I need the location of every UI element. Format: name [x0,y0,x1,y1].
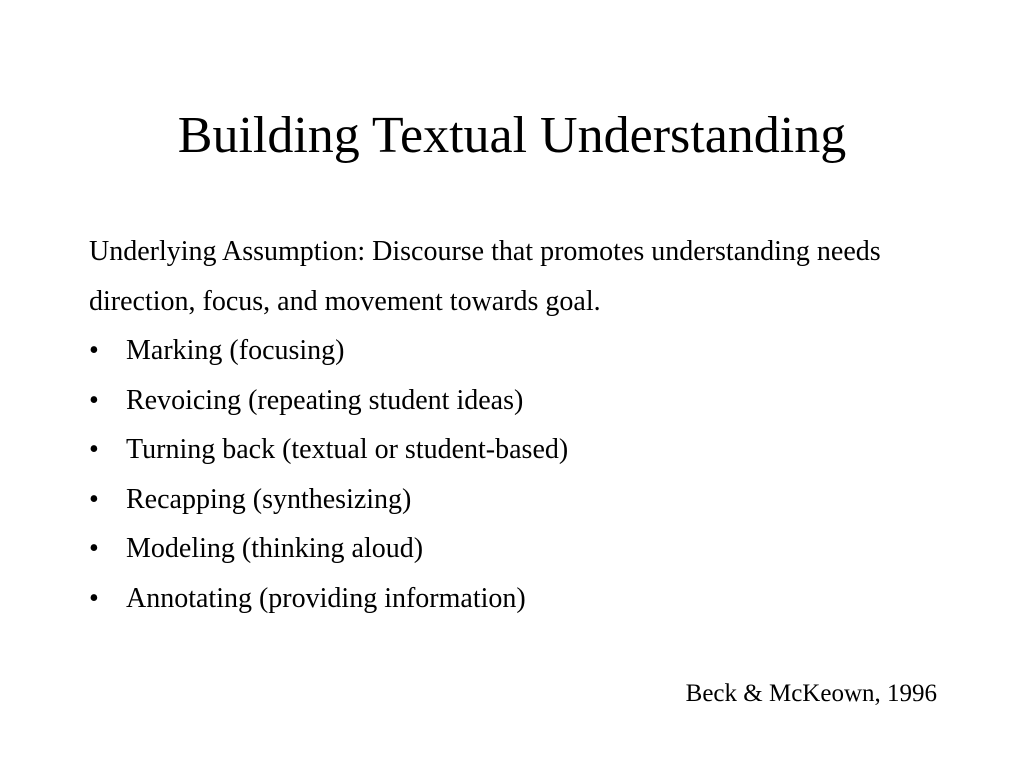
list-item-text: Recapping (synthesizing) [126,483,412,515]
underlying-assumption-text: Underlying Assumption: Discourse that promotes understanding needs direction, focus, and movement towards goal. [89,236,881,317]
bullet-icon: • [89,582,99,614]
bullet-icon: • [89,384,99,416]
list-item-text: Annotating (providing information) [126,582,526,614]
list-item-text: Marking (focusing) [126,335,345,366]
list-item [89,326,949,376]
list-item [89,475,949,525]
list-item [89,376,949,426]
list-item-text: Revoicing (repeating student ideas) [126,384,524,416]
list-item-text: Turning back (textual or student-based) [126,434,569,465]
bullet-icon: • [89,335,99,366]
bullet-icon: • [89,434,99,465]
strategy-list [89,326,949,623]
list-item-text: Modeling (thinking aloud) [126,533,424,564]
bullet-icon: • [89,533,99,564]
list-item [89,524,949,574]
slide-body [89,227,949,623]
slide-title: Building Textual Understanding [177,107,847,164]
citation: Beck & McKeown, 1996 [685,680,937,707]
list-item [89,425,949,475]
bullet-icon: • [89,483,99,515]
list-item [89,574,949,624]
